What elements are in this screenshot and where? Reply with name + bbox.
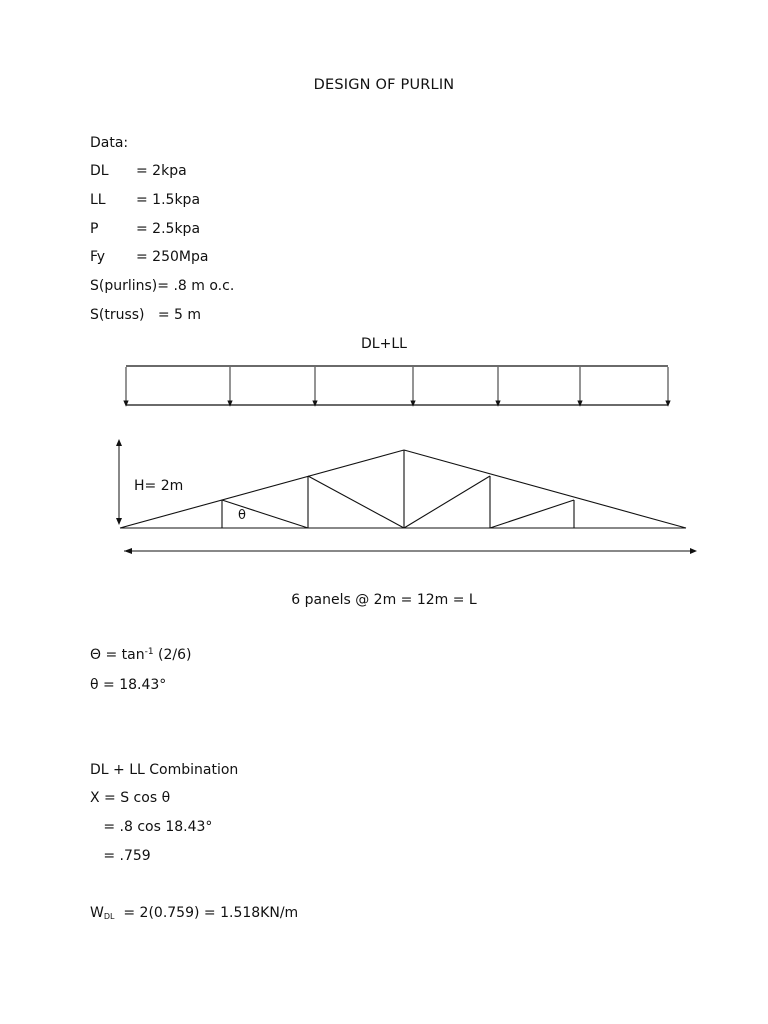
spacing-truss: S(truss) = 5 m — [90, 307, 202, 323]
theta-value: θ = 18.43° — [90, 677, 167, 693]
w-subscript: DL — [103, 912, 115, 921]
spacing-purlins: S(purlins)= .8 m o.c. — [90, 278, 235, 294]
given-label: P — [90, 221, 99, 237]
height-label: H= 2m — [134, 478, 184, 494]
given-value: = 2kpa — [136, 163, 187, 179]
given-label: LL — [90, 192, 106, 208]
given-label: Fy — [90, 249, 106, 265]
diagonal-member — [404, 476, 490, 528]
distributed-load — [126, 366, 668, 405]
combination-heading: DL + LL Combination — [90, 762, 239, 778]
x-formula: X = S cos θ — [90, 790, 171, 806]
span-caption: 6 panels @ 2m = 12m = L — [291, 592, 477, 608]
theta-formula — [90, 647, 191, 663]
truss — [120, 450, 686, 528]
theta-formula-args: (2/6) — [153, 647, 192, 663]
top-chord-right — [404, 450, 686, 528]
diagonal-member — [222, 500, 308, 528]
data-heading: Data: — [90, 135, 129, 151]
x-step: = .8 cos 18.43° — [90, 819, 213, 835]
w-dl-equation — [90, 905, 298, 921]
given-value: = 2.5kpa — [136, 221, 201, 237]
given-value: = 250Mpa — [136, 249, 209, 265]
page-title: DESIGN OF PURLIN — [313, 77, 455, 93]
load-label: DL+LL — [361, 336, 407, 352]
x-result: = .759 — [90, 848, 151, 864]
theta-formula-text: Θ = tan — [90, 647, 145, 663]
diagonal-member — [490, 500, 574, 528]
span-arrow-left — [124, 548, 132, 554]
given-value: = 1.5kpa — [136, 192, 201, 208]
diagonal-member — [308, 476, 404, 528]
w-equation-text: = 2(0.759) = 1.518KN/m — [114, 905, 299, 921]
angle-label: θ — [238, 508, 246, 523]
w-symbol: W — [90, 905, 104, 921]
given-label: DL — [90, 163, 109, 179]
theta-formula-superscript: -1 — [144, 647, 154, 657]
